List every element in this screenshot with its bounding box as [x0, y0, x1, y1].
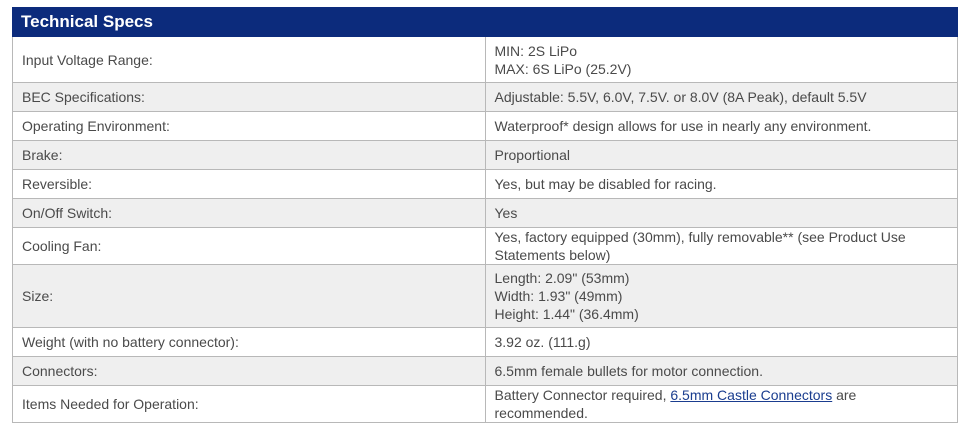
table-row: [13, 170, 958, 199]
spec-value: 6.5mm female bullets for motor connection.: [485, 357, 958, 386]
spec-value-line: Length: 2.09" (53mm): [494, 270, 630, 286]
spec-value: Yes, factory equipped (30mm), fully removable** (see Product Use Statements below): [485, 228, 958, 265]
spec-label: Cooling Fan:: [13, 228, 486, 265]
spec-label: Size:: [13, 265, 486, 328]
table-row: [13, 141, 958, 170]
table-row: [13, 328, 958, 357]
spec-value-line: Height: 1.44" (36.4mm): [494, 306, 639, 322]
spec-value: Proportional: [485, 141, 958, 170]
spec-value: 3.92 oz. (111.g): [485, 328, 958, 357]
spec-value: [485, 265, 958, 328]
spec-value-line: MAX: 6S LiPo (25.2V): [494, 60, 632, 77]
table-row: [13, 265, 958, 328]
spec-label: Brake:: [13, 141, 486, 170]
spec-label: Reversible:: [13, 170, 486, 199]
table-title: Technical Specs: [13, 8, 958, 37]
spec-value-text: Battery Connector required,: [494, 387, 671, 403]
spec-value: Yes, but may be disabled for racing.: [485, 170, 958, 199]
spec-label: BEC Specifications:: [13, 83, 486, 112]
table-row: [13, 357, 958, 386]
table-header-row: [13, 8, 958, 37]
spec-value-line: Width: 1.93" (49mm): [494, 288, 623, 304]
spec-label: Operating Environment:: [13, 112, 486, 141]
spec-value: [485, 386, 958, 423]
table-row: [13, 37, 958, 83]
spec-label: Weight (with no battery connector):: [13, 328, 486, 357]
spec-value-text: are recommended.: [494, 387, 857, 421]
spec-label: Connectors:: [13, 357, 486, 386]
table-row: [13, 386, 958, 423]
table-row: [13, 112, 958, 141]
spec-value: Waterproof* design allows for use in nearly any environment.: [485, 112, 958, 141]
spec-value: Yes: [485, 199, 958, 228]
castle-connectors-link[interactable]: 6.5mm Castle Connectors: [670, 387, 833, 403]
spec-value: Adjustable: 5.5V, 6.0V, 7.5V. or 8.0V (8A Peak), default 5.5V: [485, 83, 958, 112]
spec-label: On/Off Switch:: [13, 199, 486, 228]
spec-value: [485, 37, 958, 83]
spec-label: Items Needed for Operation:: [13, 386, 486, 423]
spec-value-line: MIN: 2S LiPo: [494, 42, 577, 59]
table-row: [13, 199, 958, 228]
spec-label: Input Voltage Range:: [13, 37, 486, 83]
table-row: [13, 83, 958, 112]
table-row: [13, 228, 958, 265]
tech-specs-table: [12, 7, 958, 423]
